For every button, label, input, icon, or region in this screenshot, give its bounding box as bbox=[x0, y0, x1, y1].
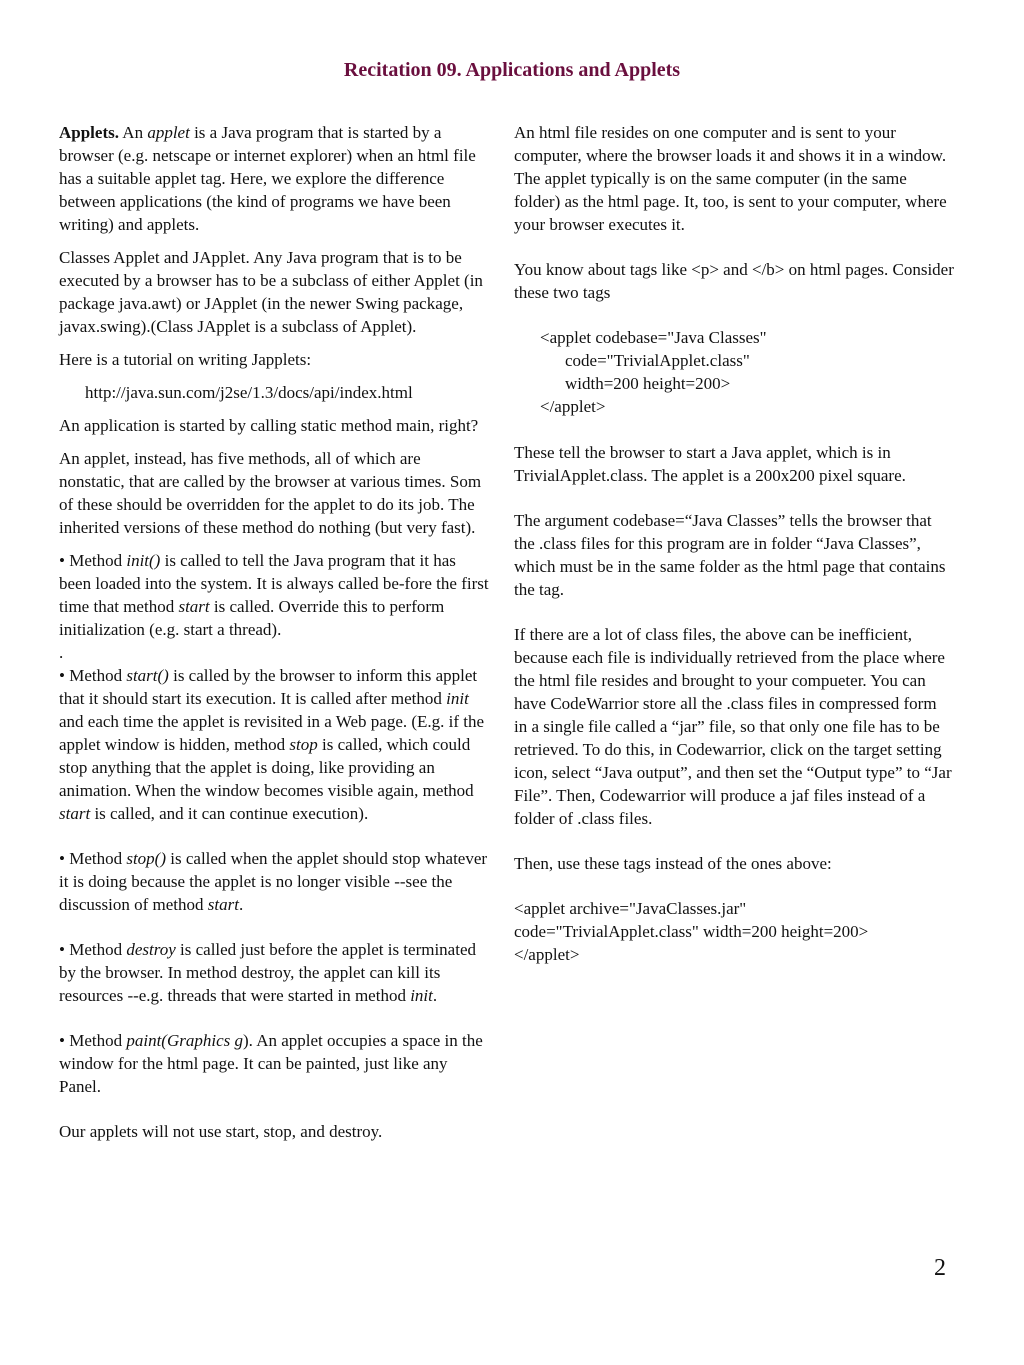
applets-heading: Applets. bbox=[59, 123, 119, 142]
page-number: 2 bbox=[934, 1255, 946, 1281]
destroy-method-paragraph: • Method destroy is called just before the applet is terminated by the browser. In method destroy, the applet can kill its resources --e.g. threads that were started in method init. bbox=[59, 940, 476, 1005]
page-title: Recitation 09. Applications and Applets bbox=[343, 59, 681, 81]
init-method-paragraph: • Method init() is called to tell the Java program that it has been loaded into the system. It is always called be-fore the first time that method start is called. Override this to perform initialization (e.g. start a thread). bbox=[59, 551, 489, 639]
paint-method-paragraph: • Method paint(Graphics g). An applet occupies a space in the window for the html page. It can be painted, just like any Panel. bbox=[59, 1031, 483, 1096]
html-file-paragraph: An html file resides on one computer and is sent to your computer, where the browser loads it and shows it in a window. The applet typically is on the same computer (in the same folder) as the html page. It, too, is sent to your computer, where your browser executes it. bbox=[514, 123, 947, 234]
five-methods-paragraph: An applet, instead, has five methods, all of which are nonstatic, that are called by the browser at various times. Som of these should be overridden for the applet to do its job. The inherited versions of these method do nothing (but very fast). bbox=[59, 449, 482, 537]
code-line: code="TrivialApplet.class" width=200 height=200> bbox=[514, 922, 869, 941]
code-line: <applet codebase="Java Classes" bbox=[540, 328, 767, 347]
application-paragraph: An application is started by calling static method main, right? bbox=[59, 416, 479, 435]
tags-paragraph: You know about tags like <p> and </b> on html pages. Consider these two tags bbox=[514, 260, 954, 302]
tags-explanation-paragraph: These tell the browser to start a Java applet, which is in TrivialApplet.class. The applet is a 200x200 pixel square. bbox=[514, 443, 906, 485]
codebase-argument-paragraph: The argument codebase=“Java Classes” tells the browser that the .class files for this program are in folder “Java Classes”, which must be in the same folder as the html page that contains the tag. bbox=[514, 511, 946, 599]
closing-paragraph: Our applets will not use start, stop, and destroy. bbox=[59, 1122, 383, 1141]
jar-file-paragraph: If there are a lot of class files, the above can be inefficient, because each file is individually retrieved from the place where the html file resides and brought to your compueter. You can have CodeWarrior store all the .class files in compressed form in a single file called a “jar” file, so that only one file has to be retrieved. To do this, in Codewarrior, click on the target setting icon, select “Java output”, and then set the “Output type” to “Jar File”. Then, Codewarrior will produce a jaf files instead of a folder of .class files. bbox=[514, 625, 952, 828]
archive-code-block bbox=[514, 897, 954, 966]
applets-intro-paragraph: Applets. An applet is a Java program that is started by a browser (e.g. netscape or internet explorer) when an html file has a suitable applet tag. Here, we explore the difference between applications (the kind of programs we have been writing) and applets. bbox=[59, 123, 476, 234]
classes-paragraph: Classes Applet and JApplet. Any Java program that is to be executed by a browser has to be a subclass of either Applet (in package java.awt) or JApplet (in the newer Swing package, javax.swing).(Class JApplet is a subclass of Applet). bbox=[59, 248, 483, 336]
code-line: width=200 height=200> bbox=[565, 374, 731, 393]
codebase-code-block bbox=[514, 326, 954, 418]
stray-dot: . bbox=[59, 643, 64, 662]
code-line: </applet> bbox=[540, 397, 606, 416]
start-method-paragraph: • Method start() is called by the browser to inform this applet that it should start its execution. It is called after method init and each time the applet is revisited in a Web page. (E.g. if the applet window is hidden, method stop is called, which could stop anything that the applet is doing, like providing an animation. When the window becomes visible again, method start is called, and it can continue execution). bbox=[59, 666, 485, 823]
right-column bbox=[514, 121, 954, 966]
tutorial-paragraph: Here is a tutorial on writing Japplets: bbox=[59, 350, 312, 369]
stop-method-paragraph: • Method stop() is called when the applet should stop whatever it is doing because the applet is no longer visible --see the discussion of method start. bbox=[59, 849, 488, 914]
code-line: </applet> bbox=[514, 945, 580, 964]
tutorial-url: http://java.sun.com/j2se/1.3/docs/api/index.html bbox=[85, 383, 413, 402]
code-line: code="TrivialApplet.class" bbox=[565, 351, 750, 370]
left-column bbox=[59, 121, 489, 1143]
code-line: <applet archive="JavaClasses.jar" bbox=[514, 899, 747, 918]
use-these-tags-paragraph: Then, use these tags instead of the ones above: bbox=[514, 854, 832, 873]
